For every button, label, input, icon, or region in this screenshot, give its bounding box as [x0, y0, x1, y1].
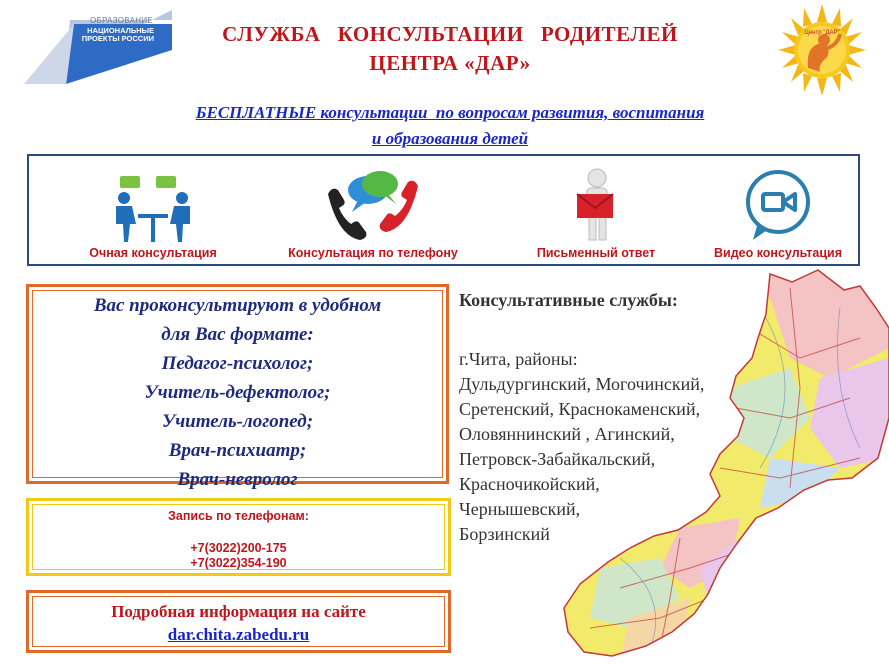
page-title-line2: ЦЕНТРА «ДАР»	[369, 51, 531, 75]
national-projects-logo	[24, 10, 172, 84]
phone-heading: Запись по телефонам:	[168, 509, 309, 523]
website-info-box	[26, 590, 451, 653]
subtitle-line1[interactable]: БЕСПЛАТНЫЕ консультации по вопросам развития, воспитания	[195, 103, 705, 122]
services-line: Сретенский, Краснокаменский,	[459, 399, 701, 419]
phone-number-1[interactable]: +7(3022)200-175	[190, 541, 287, 555]
services-line: Чернышевский,	[459, 499, 581, 519]
people-meeting-icon	[98, 164, 208, 244]
center-dar-logo-text: Центр "ДАР"	[804, 30, 840, 36]
format-video	[695, 156, 861, 266]
national-projects-top-text: ОБРАЗОВАНИЕ	[90, 16, 154, 25]
format-written	[513, 156, 679, 266]
subtitle-line2[interactable]: и образования детей	[371, 129, 529, 148]
services-line: Борзинский	[459, 524, 550, 544]
consulting-services	[459, 288, 779, 547]
website-info-text: Подробная информация на сайте	[111, 602, 366, 621]
services-line: Дульдургинский, Могочинский,	[459, 374, 705, 394]
specialists-line: Педагог-психолог;	[161, 353, 314, 374]
format-in-person-label: Очная консультация	[89, 246, 217, 260]
national-projects-main-text: НАЦИОНАЛЬНЫЕ ПРОЕКТЫ РОССИИ	[81, 26, 154, 43]
format-video-label: Видео консультация	[714, 246, 842, 260]
format-in-person	[63, 156, 243, 266]
website-link[interactable]: dar.chita.zabedu.ru	[167, 625, 310, 644]
phone-chat-icon	[318, 164, 428, 244]
envelope-person-icon	[541, 164, 651, 244]
center-dar-logo	[778, 4, 866, 96]
specialists-line: Учитель-дефектолог;	[144, 382, 331, 403]
services-line: Красночикойский,	[459, 474, 600, 494]
consultation-formats-box	[27, 154, 860, 266]
specialists-line: для Вас формате:	[161, 324, 314, 345]
services-heading: Консультативные службы:	[459, 290, 678, 310]
services-line: г.Чита, районы:	[459, 349, 578, 369]
phone-registration-box	[26, 498, 451, 576]
format-phone	[257, 156, 489, 266]
phone-number-2[interactable]: +7(3022)354-190	[190, 556, 287, 570]
subtitle[interactable]	[105, 100, 795, 152]
format-phone-label: Консультация по телефону	[288, 246, 458, 260]
services-line: Петровск-Забайкальский,	[459, 449, 656, 469]
specialists-line: Вас проконсультируют в удобном	[93, 295, 382, 316]
sun-logo-icon	[778, 4, 866, 96]
format-written-label: Письменный ответ	[536, 246, 656, 260]
specialists-box	[26, 284, 449, 490]
specialists-line: Учитель-логопед;	[161, 411, 314, 432]
specialists-list	[29, 291, 446, 494]
specialists-line: Врач-невролог	[177, 469, 298, 490]
video-chat-icon	[723, 164, 833, 244]
services-line: Оловяннинский , Агинский,	[459, 424, 675, 444]
page-title	[170, 20, 730, 78]
page-title-line1: СЛУЖБА КОНСУЛЬТАЦИИ РОДИТЕЛЕЙ	[222, 22, 678, 46]
specialists-line: Врач-психиатр;	[168, 440, 307, 461]
